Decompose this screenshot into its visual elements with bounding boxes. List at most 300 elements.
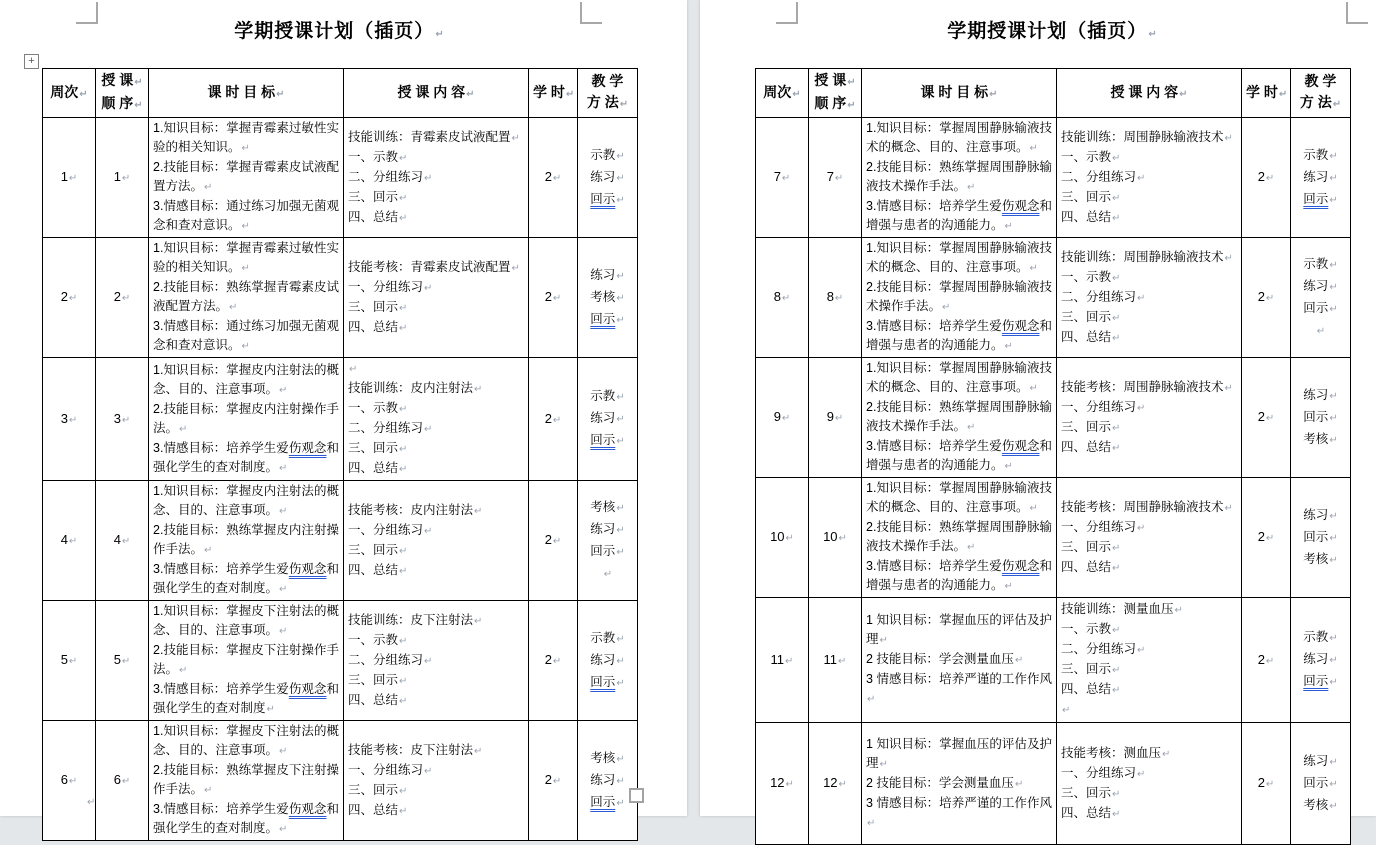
text-run: 三、回示 (1061, 662, 1112, 676)
text-run: 三、回示 (1061, 419, 1112, 434)
order-cell[interactable] (809, 238, 862, 358)
text-run: 技能考核：皮内注射法 (348, 502, 474, 517)
order-number-text: 3 (113, 410, 121, 426)
method-line (582, 497, 633, 519)
header-label-text: 方 法 (1299, 94, 1332, 110)
order-number (813, 527, 857, 548)
method-line (1295, 167, 1346, 189)
order-cell[interactable] (96, 601, 149, 721)
header-label (100, 70, 144, 93)
paragraph-mark: ↵ (781, 173, 791, 184)
paragraph-mark: ↵ (279, 746, 288, 757)
hours-cell[interactable] (1242, 598, 1291, 723)
col-header-week[interactable] (756, 69, 809, 118)
text-run: 练习 (1303, 169, 1329, 184)
header-label-text: 学 时 (1246, 83, 1278, 100)
paragraph-mark: ↵ (474, 615, 483, 627)
objectives-cell[interactable] (149, 721, 344, 841)
paragraph-mark: ↵ (474, 745, 483, 757)
objective-line (866, 437, 1052, 476)
hours-cell[interactable] (529, 118, 578, 238)
paragraph-mark: ↵ (552, 656, 562, 667)
text-run: 练习 (590, 169, 616, 184)
text-run: 练习 (1303, 387, 1329, 402)
week-cell[interactable] (43, 238, 96, 358)
week-cell[interactable] (756, 598, 809, 723)
paragraph-mark: ↵ (399, 805, 408, 817)
header-label (582, 92, 633, 115)
content-line (1061, 328, 1237, 348)
document-page-right[interactable] (700, 0, 1376, 829)
content-line (348, 168, 524, 188)
text-run: 一、示教 (348, 632, 399, 647)
paragraph-mark: ↵ (1329, 259, 1338, 271)
order-number-text: 1 (113, 169, 121, 184)
objectives-cell[interactable] (149, 601, 344, 721)
paragraph-mark: ↵ (1224, 132, 1233, 144)
order-number (100, 409, 144, 430)
content-cell[interactable] (344, 601, 529, 721)
objectives-cell[interactable] (149, 481, 344, 601)
method-line (1295, 298, 1346, 320)
text-run: 四、总结 (1061, 805, 1112, 820)
text-run: 一、分组练习 (348, 762, 424, 777)
table-row (756, 118, 1351, 238)
text-run: 考核 (590, 499, 616, 514)
text-run: 和强化学生的查对制度。 (153, 440, 339, 474)
objective-line (153, 521, 339, 560)
paragraph-mark: ↵ (867, 817, 876, 829)
hours-cell[interactable] (1242, 358, 1291, 478)
paragraph-mark: ↵ (121, 536, 131, 547)
paragraph-mark: ↵ (1137, 292, 1146, 304)
objective-line (866, 317, 1052, 356)
objectives-cell[interactable] (149, 118, 344, 238)
week-cell[interactable] (43, 601, 96, 721)
text-run: 三、回示 (348, 782, 399, 797)
paragraph-mark: ↵ (68, 414, 78, 426)
paragraph-mark: ↵ (967, 542, 976, 553)
content-line (1061, 538, 1237, 558)
methods-cell[interactable] (1291, 358, 1351, 478)
method-line (1295, 671, 1346, 693)
col-header-content[interactable] (344, 69, 529, 118)
header-label (866, 82, 1052, 105)
text-run: 2.技能目标：掌握皮下注射操作手法。 (153, 643, 339, 676)
table-row (756, 478, 1351, 598)
method-line (582, 792, 633, 814)
hours-cell[interactable] (529, 721, 578, 841)
week-number (47, 770, 91, 791)
content-cell[interactable] (1057, 478, 1242, 598)
paragraph-mark: ↵ (942, 302, 951, 313)
methods-cell[interactable] (578, 481, 638, 601)
text-run: 3.情感目标：培养学生爱 (153, 682, 289, 696)
methods-cell[interactable] (1291, 238, 1351, 358)
table-row (43, 358, 638, 481)
paragraph-mark: ↵ (1265, 413, 1275, 424)
text-run: 1.知识目标：掌握周围静脉输液技术的概念、目的、注意事项。 (866, 241, 1052, 274)
text-run: 2.技能目标：熟练掌握皮内注射操作手法。 (153, 523, 339, 556)
method-line (1295, 795, 1346, 817)
order-number-text: 2 (113, 289, 121, 304)
objectives-cell[interactable] (149, 358, 344, 481)
underlined-text: 伤观念 (1001, 439, 1040, 453)
content-line (1061, 288, 1237, 308)
methods-cell[interactable] (1291, 478, 1351, 598)
text-run: 2.技能目标：熟练掌握周围静脉输液技术操作手法。 (866, 520, 1052, 553)
order-cell[interactable] (96, 118, 149, 238)
order-cell[interactable] (809, 598, 862, 723)
paragraph-mark: ↵ (266, 704, 275, 715)
paragraph-mark: ↵ (229, 302, 238, 313)
methods-cell[interactable] (1291, 723, 1351, 845)
order-cell[interactable] (809, 358, 862, 478)
hours-cell[interactable] (1242, 238, 1291, 358)
objective-line (866, 735, 1052, 774)
objectives-cell[interactable] (862, 478, 1057, 598)
method-line (1295, 527, 1346, 549)
content-cell[interactable] (1057, 118, 1242, 238)
table-row (43, 481, 638, 601)
paragraph-mark: ↵ (834, 413, 844, 424)
objectives-cell[interactable] (862, 238, 1057, 358)
table-row (756, 358, 1351, 478)
content-line (348, 521, 524, 541)
paragraph-mark: ↵ (1329, 554, 1338, 566)
week-number (47, 167, 91, 188)
paragraph-mark: ↵ (1329, 150, 1338, 162)
content-cell[interactable] (344, 721, 529, 841)
paragraph-mark: ↵ (1329, 510, 1338, 522)
page-title-text: 学期授课计划（插页） (947, 21, 1148, 42)
paragraph-mark: ↵ (1329, 412, 1338, 424)
text-run: 技能训练：周围静脉输液技术 (1061, 129, 1224, 144)
paragraph-mark: ↵ (1112, 625, 1121, 636)
text-run: 3.情感目标：培养学生爱 (153, 562, 289, 576)
table-resize-handle[interactable] (629, 788, 644, 803)
col-header-order[interactable] (96, 69, 149, 118)
content-line (1061, 128, 1237, 148)
order-cell[interactable] (809, 723, 862, 845)
content-line (1061, 208, 1237, 228)
objective-line (153, 800, 339, 839)
col-header-hours[interactable] (1242, 69, 1291, 118)
method-line (582, 770, 633, 792)
methods-cell[interactable] (578, 721, 638, 841)
content-line (1061, 700, 1237, 720)
paragraph-mark: ↵ (619, 99, 629, 110)
paragraph-mark: ↵ (1179, 88, 1188, 100)
order-number-text: 6 (113, 772, 121, 787)
paragraph-mark: ↵ (399, 545, 408, 557)
paragraph-mark: ↵ (1265, 533, 1275, 544)
text-run: 技能训练：皮内注射法 (348, 381, 474, 395)
content-cell[interactable] (344, 481, 529, 601)
order-cell[interactable] (96, 358, 149, 481)
col-header-order[interactable] (809, 69, 862, 118)
order-cell[interactable] (96, 721, 149, 841)
content-cell[interactable] (1057, 358, 1242, 478)
hours-value-text: 2 (1257, 529, 1265, 544)
paragraph-mark: ↵ (1329, 194, 1338, 206)
text-run: 1.知识目标：掌握青霉素过敏性实验的相关知识。 (153, 121, 339, 154)
paragraph-mark: ↵ (1137, 522, 1146, 534)
paragraph-mark: ↵ (1112, 562, 1121, 574)
paragraph-mark: ↵ (424, 172, 433, 184)
text-run: 一、分组练习 (1061, 399, 1137, 414)
text-run: 考核 (1303, 797, 1329, 812)
week-cell[interactable] (756, 118, 809, 238)
method-line (582, 167, 633, 189)
text-run: 3.情感目标：培养学生爱 (866, 559, 1002, 573)
content-line (348, 258, 524, 278)
paragraph-mark: ↵ (179, 665, 188, 676)
text-run: 回示 (590, 543, 616, 558)
hours-cell[interactable] (1242, 118, 1291, 238)
paragraph-mark: ↵ (1112, 212, 1121, 224)
objectives-cell[interactable] (862, 358, 1057, 478)
week-cell[interactable] (756, 238, 809, 358)
method-line (582, 672, 633, 694)
methods-cell[interactable] (578, 358, 638, 481)
paragraph-mark: ↵ (399, 464, 408, 475)
content-cell[interactable] (344, 118, 529, 238)
paragraph-mark: ↵ (424, 525, 433, 537)
objective-line (866, 239, 1052, 278)
header-label-text: 课 时 目 标 (207, 83, 276, 100)
header-label-text: 授 课 内 容 (1110, 83, 1179, 100)
paragraph-mark: ↵ (838, 779, 847, 790)
hours-cell[interactable] (529, 238, 578, 358)
hours-value-text: 2 (544, 772, 552, 787)
week-number-text: 5 (60, 652, 68, 667)
paragraph-mark: ↵ (399, 675, 408, 687)
paragraph-mark: ↵ (349, 364, 358, 375)
hours-value (1246, 407, 1286, 428)
paragraph-mark: ↵ (474, 505, 483, 517)
header-label (100, 93, 144, 116)
hours-cell[interactable] (529, 601, 578, 721)
methods-cell[interactable] (1291, 598, 1351, 723)
order-number (813, 773, 857, 794)
teaching-plan-table (755, 68, 1351, 845)
objective-line (153, 278, 339, 317)
header-label-text: 授 课 (101, 72, 134, 88)
paragraph-mark: ↵ (204, 182, 213, 193)
text-run: 一、示教 (348, 401, 399, 415)
paragraph-mark: ↵ (838, 533, 847, 544)
col-header-methods[interactable] (578, 69, 638, 118)
col-header-hours[interactable] (529, 69, 578, 118)
objective-line (153, 680, 339, 719)
table-move-handle-icon[interactable]: + (24, 54, 39, 69)
objective-line (153, 400, 339, 439)
content-line (1061, 498, 1237, 518)
hours-cell[interactable] (529, 358, 578, 481)
paragraph-mark: ↵ (616, 775, 625, 787)
week-cell[interactable] (43, 721, 96, 841)
paragraph-mark: ↵ (1265, 655, 1275, 667)
header-label-text: 周次 (50, 83, 79, 100)
page-title-text: 学期授课计划（插页） (234, 21, 435, 42)
objective-line (866, 794, 1052, 833)
text-run: 练习 (590, 521, 616, 536)
text-run: 2 技能目标：学会测量血压 (866, 775, 1014, 790)
order-cell[interactable] (96, 481, 149, 601)
paragraph-mark: ↵ (399, 322, 408, 334)
underlined-text: 回示 (590, 794, 616, 809)
text-run: 和增强与患者的沟通能力。 (866, 559, 1052, 592)
text-run: 三、回示 (348, 441, 399, 455)
paragraph-mark: ↵ (399, 302, 408, 314)
hours-value-text: 2 (544, 532, 552, 547)
method-line (582, 386, 633, 408)
paragraph-mark: ↵ (1004, 221, 1013, 232)
col-header-objectives[interactable] (149, 69, 344, 118)
col-header-methods[interactable] (1291, 69, 1351, 118)
week-cell[interactable] (43, 481, 96, 601)
text-run: 示教 (1303, 630, 1329, 644)
order-number (100, 650, 144, 671)
text-run: 三、回示 (348, 189, 399, 204)
paragraph-mark: ↵ (279, 384, 288, 396)
order-cell[interactable] (809, 478, 862, 598)
paragraph-mark: ↵ (241, 221, 250, 232)
paragraph-mark: ↵ (879, 635, 888, 646)
header-label (533, 82, 573, 105)
paragraph-mark: ↵ (616, 797, 625, 809)
paragraph-mark: ↵ (279, 626, 288, 637)
underlined-text: 伤观念 (1001, 559, 1040, 573)
paragraph-mark: ↵ (121, 293, 131, 304)
paragraph-mark: ↵ (1029, 263, 1038, 274)
method-line (582, 430, 633, 452)
content-line (348, 611, 524, 631)
col-header-objectives[interactable] (862, 69, 1057, 118)
objective-line (153, 317, 339, 356)
week-cell[interactable] (756, 478, 809, 598)
text-run: 1.知识目标：掌握周围静脉输液技术的概念、目的、注意事项。 (866, 481, 1052, 514)
objective-line (153, 641, 339, 680)
week-number-text: 1 (60, 169, 68, 184)
text-run: 技能考核：周围静脉输液技术 (1061, 499, 1224, 514)
header-label (1246, 82, 1286, 105)
paragraph-mark: ↵ (616, 633, 625, 645)
objectives-cell[interactable] (862, 598, 1057, 723)
paragraph-mark: ↵ (1029, 383, 1038, 394)
content-line (1061, 680, 1237, 700)
methods-cell[interactable] (578, 238, 638, 358)
content-cell[interactable] (1057, 723, 1242, 845)
hours-cell[interactable] (1242, 478, 1291, 598)
objectives-cell[interactable] (862, 723, 1057, 845)
paragraph-mark: ↵ (616, 392, 625, 403)
header-label (582, 71, 633, 92)
week-cell[interactable] (43, 118, 96, 238)
hours-cell[interactable] (529, 481, 578, 601)
paragraph-mark: ↵ (616, 677, 625, 689)
text-run: 练习 (590, 411, 616, 425)
col-header-content[interactable] (1057, 69, 1242, 118)
text-run: 和增强与患者的沟通能力。 (866, 319, 1052, 352)
method-line (1295, 549, 1346, 571)
document-page-left[interactable] (0, 0, 687, 835)
page-title[interactable] (42, 16, 637, 43)
week-cell[interactable] (43, 358, 96, 481)
content-cell[interactable] (344, 358, 529, 481)
content-cell[interactable] (1057, 238, 1242, 358)
underlined-text: 回示 (590, 191, 616, 206)
methods-cell[interactable] (1291, 118, 1351, 238)
underlined-text: 回示 (1303, 674, 1329, 688)
objective-line (866, 119, 1052, 158)
paragraph-mark: ↵ (1329, 172, 1338, 184)
order-cell[interactable] (809, 118, 862, 238)
hours-cell[interactable] (1242, 723, 1291, 845)
paragraph-mark: ↵ (1329, 633, 1338, 644)
methods-cell[interactable] (578, 601, 638, 721)
paragraph-mark: ↵ (1329, 532, 1338, 544)
paragraph-mark: ↵ (1137, 645, 1146, 656)
paragraph-mark: ↵ (1329, 281, 1338, 293)
order-number (100, 530, 144, 551)
text-run: 四、总结 (348, 802, 399, 817)
hours-value-text: 2 (544, 410, 552, 426)
paragraph-mark: ↵ (424, 655, 433, 667)
week-number-text: 8 (773, 289, 781, 304)
hours-value (533, 167, 573, 188)
order-cell[interactable] (96, 238, 149, 358)
table-row (756, 598, 1351, 723)
order-number-text: 10 (823, 529, 838, 544)
underlined-text: 伤观念 (288, 802, 327, 816)
objective-line (153, 722, 339, 761)
objectives-cell[interactable] (149, 238, 344, 358)
content-line (1061, 764, 1237, 784)
paragraph-mark: ↵ (134, 77, 143, 88)
methods-cell[interactable] (578, 118, 638, 238)
text-run: 三、回示 (348, 542, 399, 557)
paragraph-mark: ↵ (1148, 29, 1158, 40)
content-line (348, 128, 524, 148)
paragraph-mark: ↵ (68, 536, 78, 547)
page-title[interactable] (755, 16, 1350, 43)
objectives-cell[interactable] (862, 118, 1057, 238)
method-line (582, 541, 633, 563)
text-run: 1 知识目标：掌握血压的评估及护理 (866, 613, 1052, 646)
text-run: 和增强与患者的沟通能力。 (866, 439, 1052, 472)
week-cell[interactable] (756, 358, 809, 478)
paragraph-mark: ↵ (1224, 252, 1233, 264)
content-cell[interactable] (1057, 598, 1242, 723)
paragraph-mark: ↵ (399, 212, 408, 224)
content-cell[interactable] (344, 238, 529, 358)
text-run: 考核 (1303, 431, 1329, 446)
table-row (43, 238, 638, 358)
week-cell[interactable] (756, 723, 809, 845)
paragraph-mark: ↵ (1112, 685, 1121, 696)
header-label-text: 教 学 (591, 73, 624, 89)
text-run: 1.知识目标：掌握周围静脉输液技术的概念、目的、注意事项。 (866, 361, 1052, 394)
paragraph-mark: ↵ (179, 423, 188, 435)
objective-line (153, 119, 339, 158)
paragraph-mark: ↵ (1329, 778, 1338, 790)
method-line (582, 563, 633, 585)
text-run: 3.情感目标：培养学生爱 (866, 199, 1002, 213)
col-header-week[interactable] (43, 69, 96, 118)
paragraph-mark: ↵ (616, 172, 625, 184)
